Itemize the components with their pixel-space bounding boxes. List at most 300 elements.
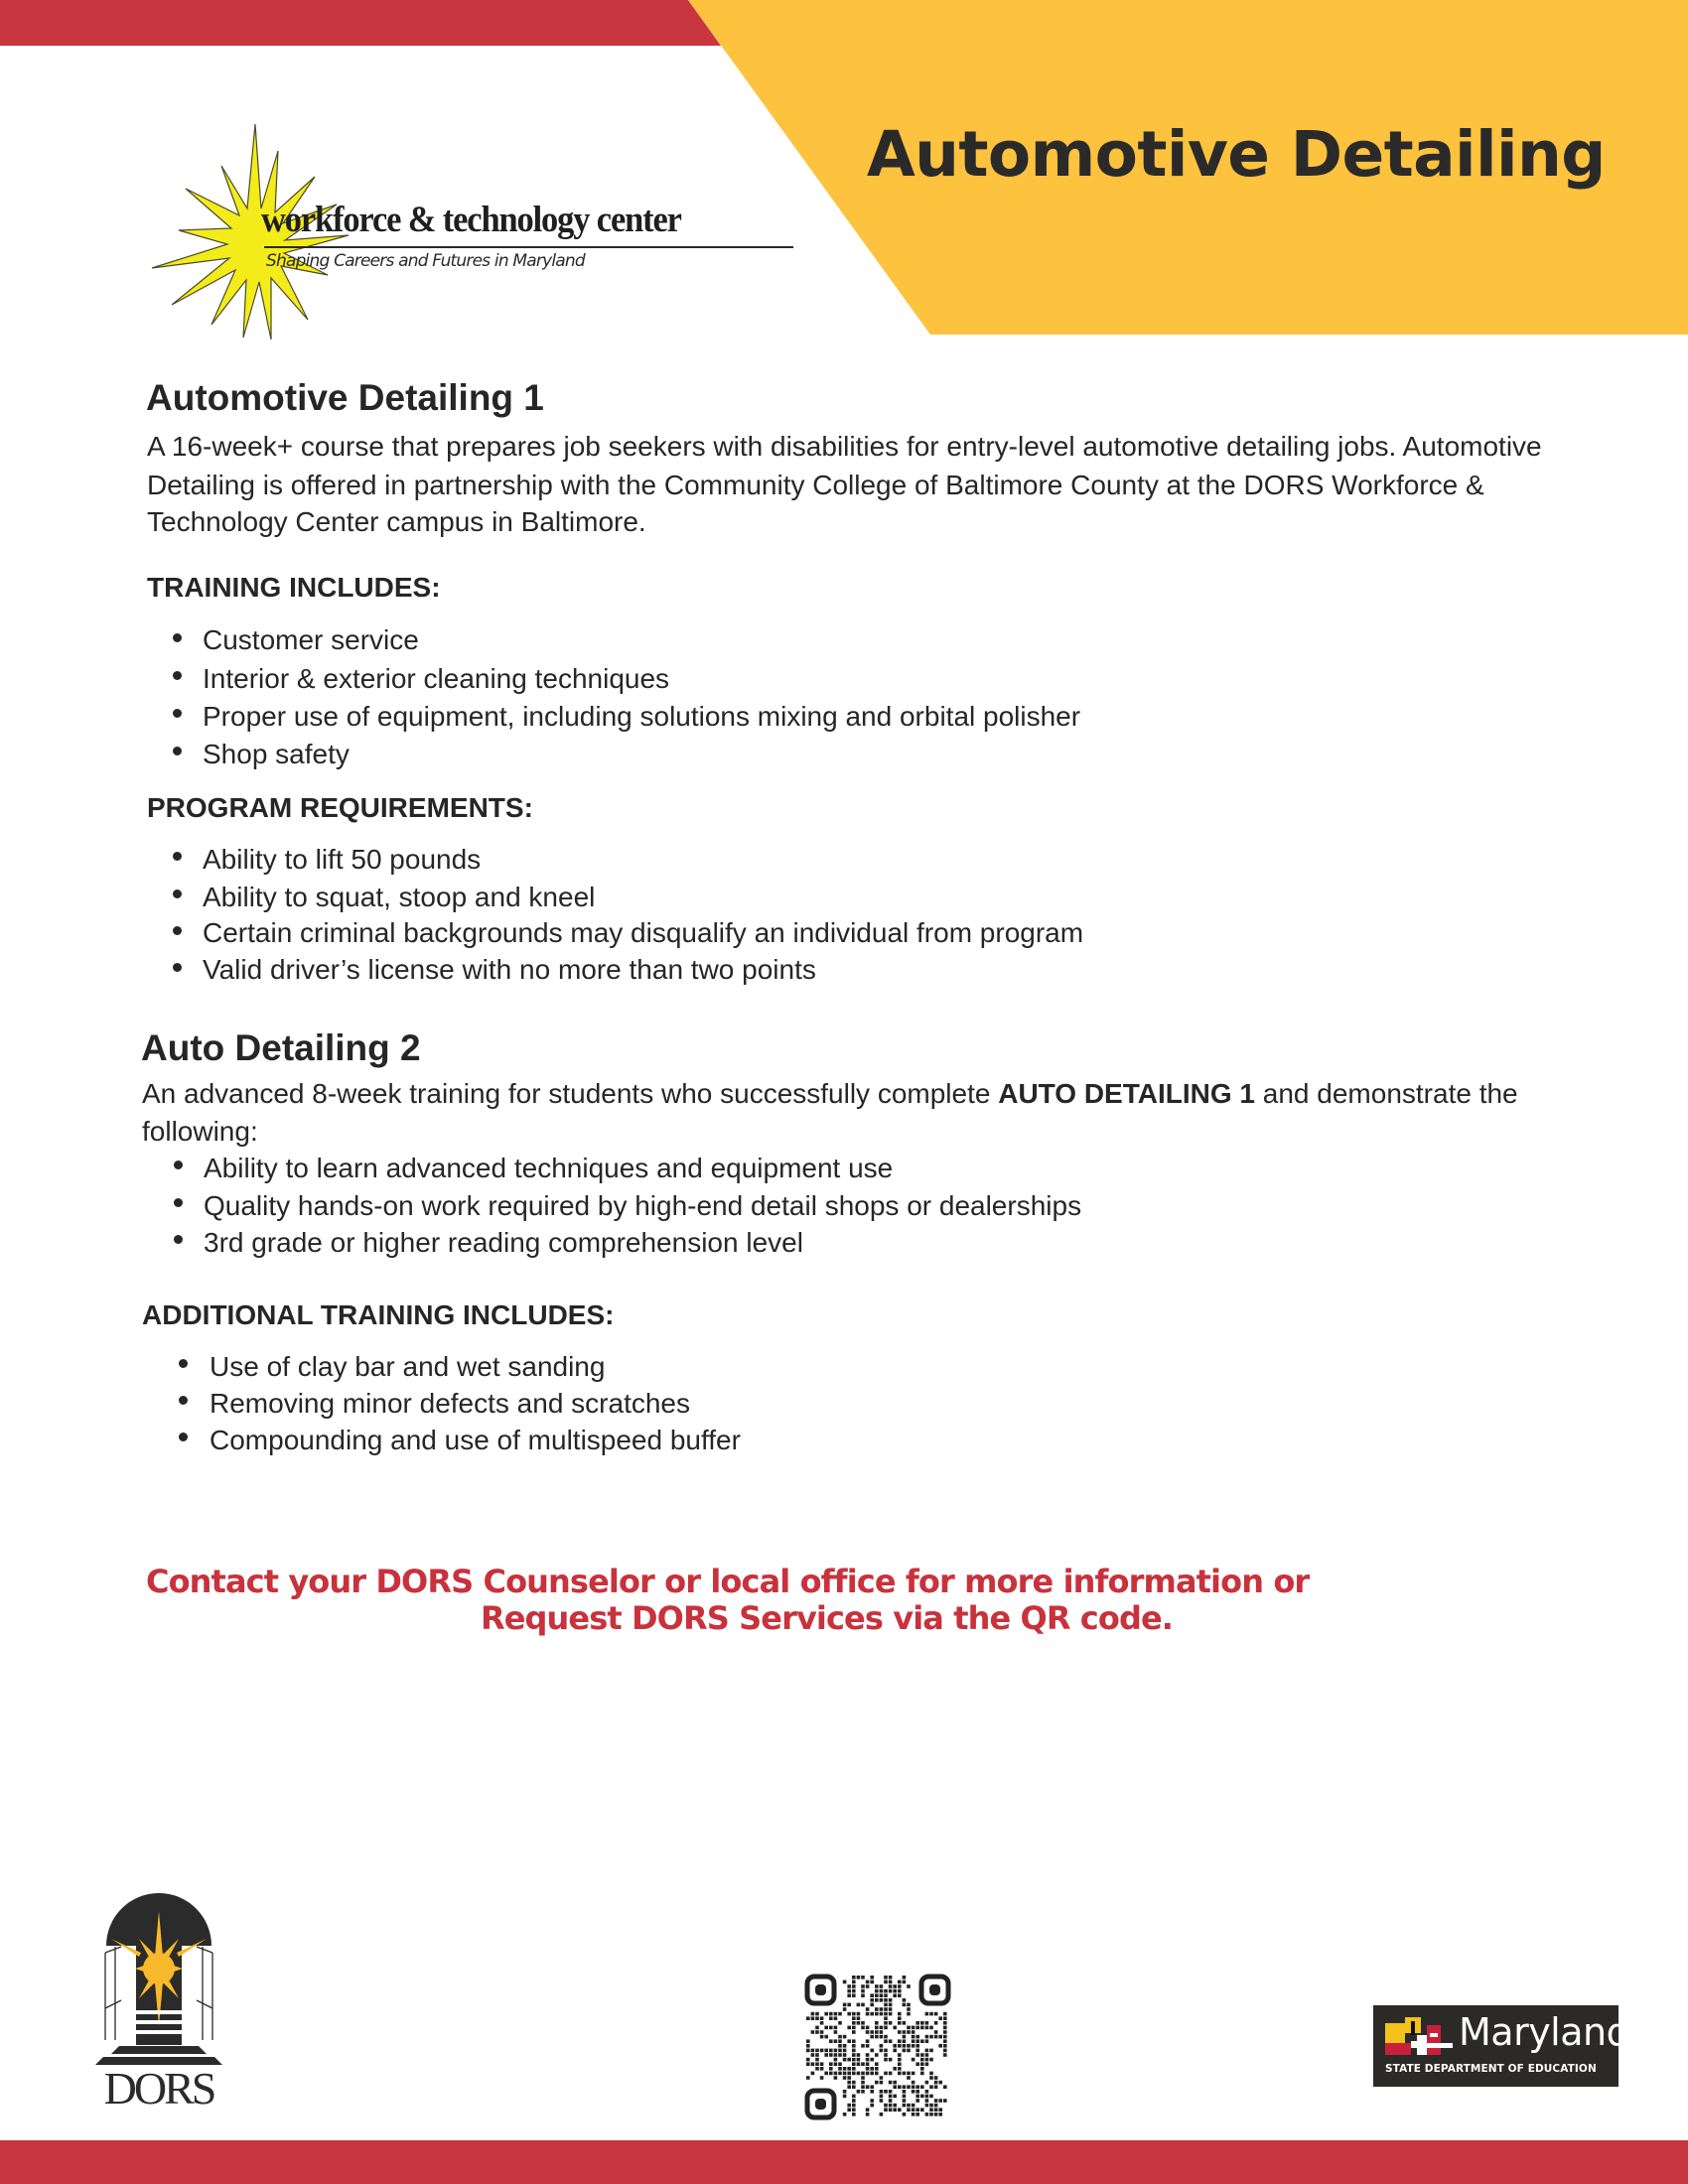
qr-module: [870, 2049, 874, 2053]
qr-module: [843, 1980, 847, 1984]
qr-module: [943, 2026, 947, 2030]
list-item: Use of clay bar and wet sanding: [210, 1351, 606, 1382]
qr-module: [893, 1993, 897, 1997]
qr-module: [929, 2072, 933, 2076]
qr-module: [852, 2049, 856, 2053]
qr-module: [938, 2035, 942, 2039]
list-item: Removing minor defects and scratches: [210, 1388, 690, 1419]
qr-module: [829, 2012, 833, 2016]
qr-module: [815, 2026, 819, 2030]
qr-module: [929, 2095, 933, 2099]
qr-module: [934, 2108, 938, 2112]
qr-module: [912, 2113, 915, 2116]
section1-intro-line: Detailing is offered in partnership with the Community College of Baltimore County at the DORS Workforce &: [147, 470, 1484, 500]
qr-module: [861, 2021, 865, 2025]
qr-module: [870, 1976, 874, 1979]
qr-module: [838, 2072, 842, 2076]
qr-module: [843, 2090, 847, 2094]
qr-module: [824, 2072, 828, 2076]
qr-finder-pattern: [807, 2091, 834, 2117]
qr-module: [925, 2053, 929, 2057]
qr-module: [866, 2072, 870, 2076]
qr-module: [898, 1984, 902, 1988]
qr-module: [843, 2076, 847, 2080]
qr-module: [834, 2039, 838, 2043]
qr-module: [811, 2053, 815, 2057]
qr-module: [870, 1993, 874, 1997]
qr-module: [920, 2053, 924, 2057]
qr-module: [806, 2058, 810, 2062]
qr-module: [912, 2085, 915, 2089]
qr-module: [824, 2012, 828, 2016]
qr-module: [852, 2081, 856, 2085]
qr-module: [852, 2095, 856, 2099]
qr-module: [925, 2095, 929, 2099]
list-item: Ability to lift 50 pounds: [203, 844, 482, 875]
qr-module: [852, 2062, 856, 2066]
qr-module: [920, 2067, 924, 2071]
qr-module: [898, 2012, 902, 2016]
qr-module: [903, 1980, 907, 1984]
qr-module: [870, 2099, 874, 2103]
qr-module: [903, 2099, 907, 2103]
qr-module: [898, 2030, 902, 2034]
qr-module: [880, 2113, 884, 2116]
qr-module: [880, 2081, 884, 2085]
qr-module: [880, 2030, 884, 2034]
section2-intro-bold: AUTO DETAILING 1: [998, 1078, 1255, 1109]
qr-module: [925, 2062, 929, 2066]
qr-module: [861, 2081, 865, 2085]
qr-module: [870, 2035, 874, 2039]
red-band-top: [0, 0, 721, 46]
list-item: Ability to squat, stoop and kneel: [203, 882, 596, 912]
qr-module: [934, 2085, 938, 2089]
qr-module: [880, 2090, 884, 2094]
qr-module: [915, 2035, 919, 2039]
qr-module: [943, 2021, 947, 2025]
qr-module: [903, 1976, 907, 1979]
qr-module: [898, 2021, 902, 2025]
section2-intro-text: An advanced 8-week training for students who successfully complete: [142, 1078, 999, 1109]
qr-module: [880, 2044, 884, 2048]
qr-module: [912, 2044, 915, 2048]
qr-module: [847, 2081, 851, 2085]
qr-module: [884, 2053, 888, 2057]
qr-module: [875, 2067, 879, 2071]
qr-module: [934, 2113, 938, 2116]
qr-module: [903, 1998, 907, 2002]
section2-heading: Auto Detailing 2: [141, 1027, 421, 1068]
qr-module: [903, 2049, 907, 2053]
qr-module: [880, 2076, 884, 2080]
qr-module: [834, 2026, 838, 2030]
qr-module: [852, 2030, 856, 2034]
qr-module: [929, 2049, 933, 2053]
qr-module: [880, 2049, 884, 2053]
qr-module: [915, 2053, 919, 2057]
qr-module: [870, 2058, 874, 2062]
qr-module: [834, 2016, 838, 2020]
qr-module: [870, 1980, 874, 1984]
qr-finder-pattern: [921, 1977, 948, 2003]
qr-module: [884, 1989, 888, 1993]
qr-module: [925, 2026, 929, 2030]
list-item: Interior & exterior cleaning techniques: [203, 663, 670, 694]
qr-module: [889, 1989, 893, 1993]
qr-module: [884, 2012, 888, 2016]
qr-module: [920, 2085, 924, 2089]
qr-module: [838, 2039, 842, 2043]
qr-module: [870, 1998, 874, 2002]
qr-module: [866, 2012, 870, 2016]
qr-module: [880, 1998, 884, 2002]
qr-module: [889, 2104, 893, 2108]
qr-module: [866, 2030, 870, 2034]
qr-module: [843, 2067, 847, 2071]
qr-module: [915, 2062, 919, 2066]
qr-module: [861, 1976, 865, 1979]
qr-module: [898, 2053, 902, 2057]
qr-module: [912, 2108, 915, 2112]
bullet-icon: [173, 889, 182, 898]
qr-module: [898, 2085, 902, 2089]
wtc-logo-name: workforce & technology center: [261, 200, 681, 240]
qr-module: [866, 1984, 870, 1988]
bullet-icon: [179, 1433, 188, 1441]
qr-module: [843, 2095, 847, 2099]
qr-module: [852, 2021, 856, 2025]
qr-module: [903, 2104, 907, 2108]
section1-intro-line: A 16-week+ course that prepares job seekers with disabilities for entry-level automotive detailing jobs. Automotive: [147, 431, 1542, 462]
qr-module: [852, 2099, 856, 2103]
qr-module: [815, 2049, 819, 2053]
bullet-icon: [173, 747, 182, 755]
qr-module: [820, 2076, 824, 2080]
qr-module: [912, 2081, 915, 2085]
qr-code-graphic: [804, 1974, 951, 2120]
qr-module: [907, 2108, 911, 2112]
qr-module: [880, 1984, 884, 1988]
qr-module: [806, 2044, 810, 2048]
qr-module: [852, 2085, 856, 2089]
qr-module: [920, 2095, 924, 2099]
qr-module: [834, 2072, 838, 2076]
bullet-icon: [174, 1160, 183, 1169]
qr-module: [852, 1980, 856, 1984]
list-item: Customer service: [203, 624, 419, 655]
qr-module: [829, 2026, 833, 2030]
qr-module: [920, 2108, 924, 2112]
qr-module: [893, 1989, 897, 1993]
bullet-icon: [179, 1359, 188, 1368]
qr-module: [861, 1984, 865, 1988]
qr-module: [889, 1998, 893, 2002]
qr-module: [852, 2026, 856, 2030]
qr-module: [925, 2099, 929, 2103]
qr-module: [870, 2003, 874, 2007]
qr-module: [852, 2012, 856, 2016]
qr-module: [889, 2099, 893, 2103]
qr-module: [925, 2058, 929, 2062]
qr-module: [834, 2030, 838, 2034]
qr-module: [898, 2058, 902, 2062]
qr-module: [903, 2113, 907, 2116]
list-item: Certain criminal backgrounds may disqualify an individual from program: [203, 917, 1084, 948]
qr-module: [834, 2012, 838, 2016]
qr-module: [861, 2044, 865, 2048]
qr-module: [806, 2039, 810, 2043]
qr-module: [925, 2104, 929, 2108]
qr-module: [870, 2090, 874, 2094]
qr-module: [943, 2012, 947, 2016]
qr-module: [884, 2104, 888, 2108]
qr-module: [912, 2090, 915, 2094]
qr-module: [943, 2049, 947, 2053]
qr-module: [929, 2113, 933, 2116]
qr-module: [929, 2108, 933, 2112]
qr-module: [861, 2072, 865, 2076]
qr-module: [852, 2044, 856, 2048]
bullet-icon: [179, 1396, 188, 1405]
qr-code-icon[interactable]: [804, 1974, 951, 2120]
list-item: Proper use of equipment, including solutions mixing and orbital polisher: [203, 701, 1081, 732]
qr-module: [838, 2049, 842, 2053]
qr-module: [880, 1993, 884, 1997]
qr-module: [898, 1993, 902, 1997]
qr-module: [920, 2072, 924, 2076]
qr-module: [943, 2085, 947, 2089]
qr-module: [907, 1984, 911, 1988]
qr-module: [915, 2021, 919, 2025]
qr-module: [852, 2072, 856, 2076]
qr-module: [912, 2039, 915, 2043]
qr-module: [866, 2062, 870, 2066]
qr-module: [852, 2067, 856, 2071]
qr-module: [852, 2039, 856, 2043]
qr-module: [838, 2053, 842, 2057]
qr-module: [907, 2104, 911, 2108]
wtc-logo-rule: [264, 246, 793, 248]
qr-module: [847, 2072, 851, 2076]
qr-module: [884, 1993, 888, 1997]
qr-module: [880, 2007, 884, 2011]
qr-module: [920, 2021, 924, 2025]
qr-module: [903, 2035, 907, 2039]
qr-module: [884, 2058, 888, 2062]
qr-module: [811, 2012, 815, 2016]
qr-module: [875, 2072, 879, 2076]
list-item: Valid driver’s license with no more than two points: [203, 954, 816, 985]
qr-finder-pattern: [807, 1977, 834, 2003]
dors-logo: [91, 1891, 226, 2110]
dors-doorway-icon: [91, 1891, 226, 2110]
qr-module: [847, 1993, 851, 1997]
qr-module: [915, 2108, 919, 2112]
qr-module: [889, 2072, 893, 2076]
qr-module: [889, 2039, 893, 2043]
qr-module: [907, 2012, 911, 2016]
qr-module: [929, 2035, 933, 2039]
qr-module: [820, 2035, 824, 2039]
qr-module: [820, 2021, 824, 2025]
list-item: 3rd grade or higher reading comprehension level: [204, 1227, 803, 1258]
qr-module: [903, 2039, 907, 2043]
qr-module: [852, 2016, 856, 2020]
qr-module: [861, 2090, 865, 2094]
section2-intro-text-end: and demonstrate the: [1255, 1078, 1518, 1109]
qr-module: [866, 2007, 870, 2011]
qr-module: [915, 2026, 919, 2030]
msde-logo-subtitle: STATE DEPARTMENT OF EDUCATION: [1385, 2063, 1597, 2075]
qr-module: [925, 2090, 929, 2094]
qr-module: [843, 2044, 847, 2048]
qr-module: [829, 2072, 833, 2076]
qr-module: [907, 2049, 911, 2053]
bullet-icon: [173, 963, 182, 972]
msde-logo: [1373, 2005, 1630, 2087]
qr-module: [857, 2021, 861, 2025]
qr-module: [806, 2049, 810, 2053]
list-item: Shop safety: [203, 739, 350, 769]
qr-module: [847, 2067, 851, 2071]
qr-module: [943, 2053, 947, 2057]
qr-module: [912, 2026, 915, 2030]
qr-module: [838, 2044, 842, 2048]
qr-module: [852, 2053, 856, 2057]
bullet-icon: [173, 852, 182, 861]
qr-module: [884, 2016, 888, 2020]
qr-module: [875, 1993, 879, 1997]
qr-module: [834, 2058, 838, 2062]
qr-module: [915, 2099, 919, 2103]
qr-module: [866, 2026, 870, 2030]
qr-module: [907, 2085, 911, 2089]
qr-module: [889, 2058, 893, 2062]
qr-module: [912, 2058, 915, 2062]
qr-module: [843, 2113, 847, 2116]
bullet-icon: [174, 1198, 183, 1207]
qr-module: [898, 1980, 902, 1984]
qr-module: [815, 2030, 819, 2034]
qr-module: [843, 2007, 847, 2011]
qr-module: [884, 2007, 888, 2011]
qr-module: [929, 2058, 933, 2062]
qr-module: [838, 2021, 842, 2025]
qr-module: [815, 2016, 819, 2020]
wtc-logo-tagline: Shaping Careers and Futures in Maryland: [266, 251, 585, 271]
qr-module: [847, 2026, 851, 2030]
section2-intro-line: [142, 1080, 1518, 1108]
qr-module: [943, 2044, 947, 2048]
qr-module: [898, 2016, 902, 2020]
qr-module: [884, 2049, 888, 2053]
program-requirements-heading: PROGRAM REQUIREMENTS:: [147, 792, 533, 823]
qr-module: [847, 1989, 851, 1993]
qr-module: [915, 2044, 919, 2048]
qr-module: [889, 2003, 893, 2007]
qr-module: [875, 2021, 879, 2025]
qr-module: [875, 2012, 879, 2016]
qr-module: [915, 2113, 919, 2116]
qr-module: [829, 2053, 833, 2057]
qr-module: [889, 1976, 893, 1979]
qr-module: [893, 2108, 897, 2112]
qr-module: [889, 2007, 893, 2011]
qr-module: [847, 2003, 851, 2007]
qr-module: [884, 1980, 888, 1984]
qr-module: [875, 2007, 879, 2011]
qr-module: [920, 2026, 924, 2030]
qr-module: [880, 1989, 884, 1993]
qr-module: [934, 2104, 938, 2108]
qr-module: [852, 1989, 856, 1993]
qr-module: [912, 2104, 915, 2108]
red-band-bottom: [0, 2140, 1688, 2184]
qr-module: [920, 2062, 924, 2066]
qr-module: [907, 2007, 911, 2011]
qr-module: [829, 2049, 833, 2053]
qr-module: [884, 2072, 888, 2076]
qr-module: [847, 2085, 851, 2089]
qr-module: [925, 2081, 929, 2085]
qr-module: [843, 2053, 847, 2057]
qr-module: [929, 2012, 933, 2016]
qr-module: [806, 2076, 810, 2080]
qr-module: [938, 2099, 942, 2103]
qr-module: [838, 2067, 842, 2071]
qr-module: [861, 1989, 865, 1993]
qr-module: [943, 2035, 947, 2039]
qr-module: [857, 2053, 861, 2057]
qr-module: [847, 2039, 851, 2043]
qr-module: [889, 2081, 893, 2085]
qr-module: [824, 2035, 828, 2039]
qr-module: [925, 2039, 929, 2043]
qr-module: [870, 2104, 874, 2108]
qr-module: [884, 2035, 888, 2039]
qr-module: [857, 2058, 861, 2062]
qr-module: [875, 2030, 879, 2034]
qr-module: [820, 2067, 824, 2071]
qr-module: [929, 2076, 933, 2080]
qr-module: [857, 2072, 861, 2076]
qr-module: [843, 2072, 847, 2076]
qr-module: [934, 2099, 938, 2103]
qr-module: [824, 2053, 828, 2057]
qr-module: [938, 2044, 942, 2048]
qr-module: [907, 2076, 911, 2080]
qr-module: [884, 2108, 888, 2112]
qr-module: [893, 2026, 897, 2030]
qr-module: [915, 2039, 919, 2043]
qr-module: [829, 2062, 833, 2066]
qr-module: [907, 2072, 911, 2076]
qr-module: [866, 2113, 870, 2116]
qr-module: [857, 1976, 861, 1979]
qr-module: [834, 2062, 838, 2066]
qr-module: [834, 2076, 838, 2080]
qr-module: [815, 2058, 819, 2062]
qr-module: [861, 2076, 865, 2080]
qr-module: [938, 2113, 942, 2116]
qr-module: [843, 2049, 847, 2053]
qr-module: [925, 2021, 929, 2025]
qr-module: [907, 2044, 911, 2048]
bullet-icon: [174, 1235, 183, 1244]
qr-module: [820, 2016, 824, 2020]
qr-module: [915, 2090, 919, 2094]
